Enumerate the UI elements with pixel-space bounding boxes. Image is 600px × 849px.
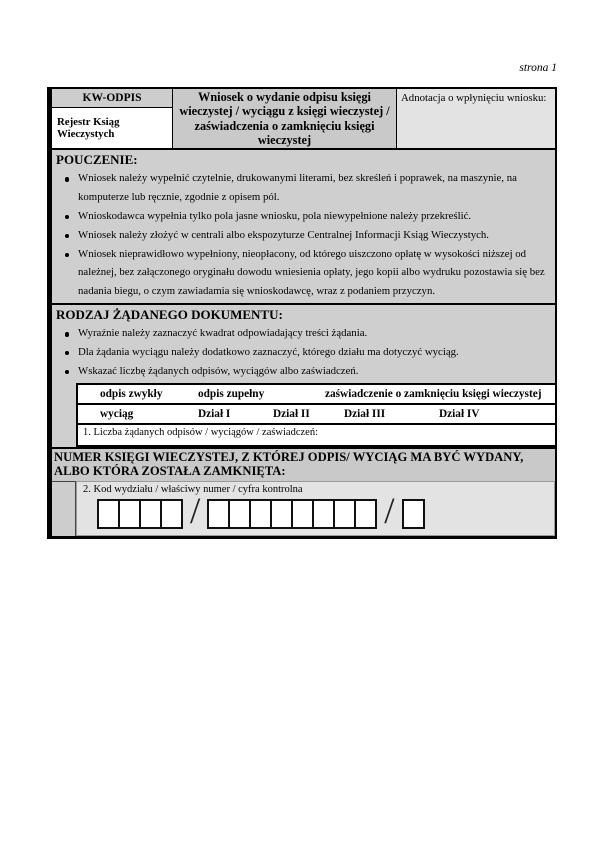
document-type-table	[76, 383, 557, 447]
rodzaj-bullet: Wskazać liczbę żądanych odpisów, wyciągów albo zaświadczeń.	[56, 362, 549, 381]
character-box[interactable]	[139, 499, 162, 529]
character-box[interactable]	[207, 499, 230, 529]
character-box[interactable]	[312, 499, 335, 529]
rodzaj-section	[52, 305, 555, 449]
option-dzial-iii[interactable]: Dział III	[344, 407, 386, 420]
pouczenie-bullet: Wniosek nieprawidłowo wypełniony, nieopłacony, od którego uiszczono opłatę w wysokości niższej od należnej, bez załączonego oryginału dowodu wniesienia opłaty, jego kopii albo wydruku pozostawia się bez nadania biegu, o czym zawiadamia się wnioskodawcę, wraz z podaniem przyczyn.	[56, 245, 549, 302]
character-box[interactable]	[118, 499, 141, 529]
form-code: KW-ODPIS	[52, 89, 172, 108]
document-type-row	[78, 385, 555, 405]
slash-separator: /	[384, 490, 395, 532]
character-box[interactable]	[249, 499, 272, 529]
form-title: Wniosek o wydanie odpisu księgi wieczystej / wyciągu z księgi wieczystej / zaświadczenia o zamknięciu księgi wieczystej	[173, 89, 396, 148]
numer-body	[52, 481, 555, 536]
rodzaj-bullet: Wyraźnie należy zaznaczyć kwadrat odpowiadający treści żądania.	[56, 324, 549, 343]
kw-number-field-label: 2. Kod wydziału / właściwy numer / cyfra kontrolna	[83, 483, 303, 495]
bullet-icon	[56, 226, 78, 245]
character-box[interactable]	[354, 499, 377, 529]
bullet-icon	[56, 324, 78, 343]
character-box[interactable]	[160, 499, 183, 529]
register-number-boxes	[207, 499, 377, 529]
numer-section	[52, 449, 555, 536]
rodzaj-bullet: Dla żądania wyciągu należy dodatkowo zaznaczyć, którego działu ma dotyczyć wyciąg.	[56, 343, 549, 362]
bullet-icon	[56, 169, 78, 207]
bullet-icon	[56, 207, 78, 226]
pouczenie-heading: POUCZENIE:	[56, 152, 138, 167]
character-box[interactable]	[333, 499, 356, 529]
form-header	[52, 89, 555, 150]
wyciag-sections-row	[78, 405, 555, 425]
rodzaj-bullets	[52, 323, 555, 383]
pouczenie-bullet: Wnioskodawca wypełnia tylko pola jasne wniosku, pola niewypełnione należy przekreślić.	[56, 207, 549, 226]
annotation-box: Adnotacja o wpłynięciu wniosku:	[396, 89, 555, 148]
pouczenie-section	[52, 150, 555, 305]
header-left-column	[52, 89, 173, 148]
option-odpis-zwykly[interactable]: odpis zwykły	[100, 387, 163, 400]
numer-heading: NUMER KSIĘGI WIECZYSTEJ, Z KTÓREJ ODPIS/ WYCIĄG MA BYĆ WYDANY, ALBO KTÓRA ZOSTAŁA ZAMKNIĘTA:	[52, 449, 555, 481]
character-box[interactable]	[270, 499, 293, 529]
pouczenie-bullet: Wniosek należy wypełnić czytelnie, drukowanymi literami, bez skreśleń i poprawek, na maszynie, na komputerze lub ręcznie, zgodnie z opisem pól.	[56, 169, 549, 207]
option-dzial-iv[interactable]: Dział IV	[439, 407, 480, 420]
character-box[interactable]	[228, 499, 251, 529]
character-box[interactable]	[402, 499, 425, 529]
pouczenie-bullet: Wniosek należy złożyć w centrali albo ekspozyturze Centralnej Informacji Ksiąg Wieczystych.	[56, 226, 549, 245]
option-dzial-i[interactable]: Dział I	[198, 407, 231, 420]
option-dzial-ii[interactable]: Dział II	[273, 407, 310, 420]
control-digit-box	[402, 499, 425, 529]
rodzaj-heading: RODZAJ ŻĄDANEGO DOKUMENTU:	[56, 307, 283, 322]
bullet-icon	[56, 343, 78, 362]
count-field[interactable]: 1. Liczba żądanych odpisów / wyciągów / zaświadczeń:	[83, 426, 318, 438]
register-name: Rejestr Ksiąg Wieczystych	[57, 116, 120, 140]
character-box[interactable]	[291, 499, 314, 529]
option-wyciag[interactable]: wyciąg	[100, 407, 134, 420]
kw-number-boxes	[97, 490, 554, 532]
left-margin-strip	[52, 481, 76, 536]
pouczenie-bullets	[52, 168, 555, 303]
slash-separator: /	[190, 490, 201, 532]
kw-odpis-form	[47, 87, 557, 539]
bullet-icon	[56, 362, 78, 381]
bullet-icon	[56, 245, 78, 302]
court-code-boxes	[97, 499, 183, 529]
option-odpis-zupelny[interactable]: odpis zupełny	[198, 387, 265, 400]
kw-number-field	[76, 481, 555, 536]
character-box[interactable]	[97, 499, 120, 529]
option-zaswiadczenie[interactable]: zaświadczenie o zamknięciu księgi wieczystej	[325, 387, 542, 400]
page-label: strona 1	[519, 62, 557, 74]
